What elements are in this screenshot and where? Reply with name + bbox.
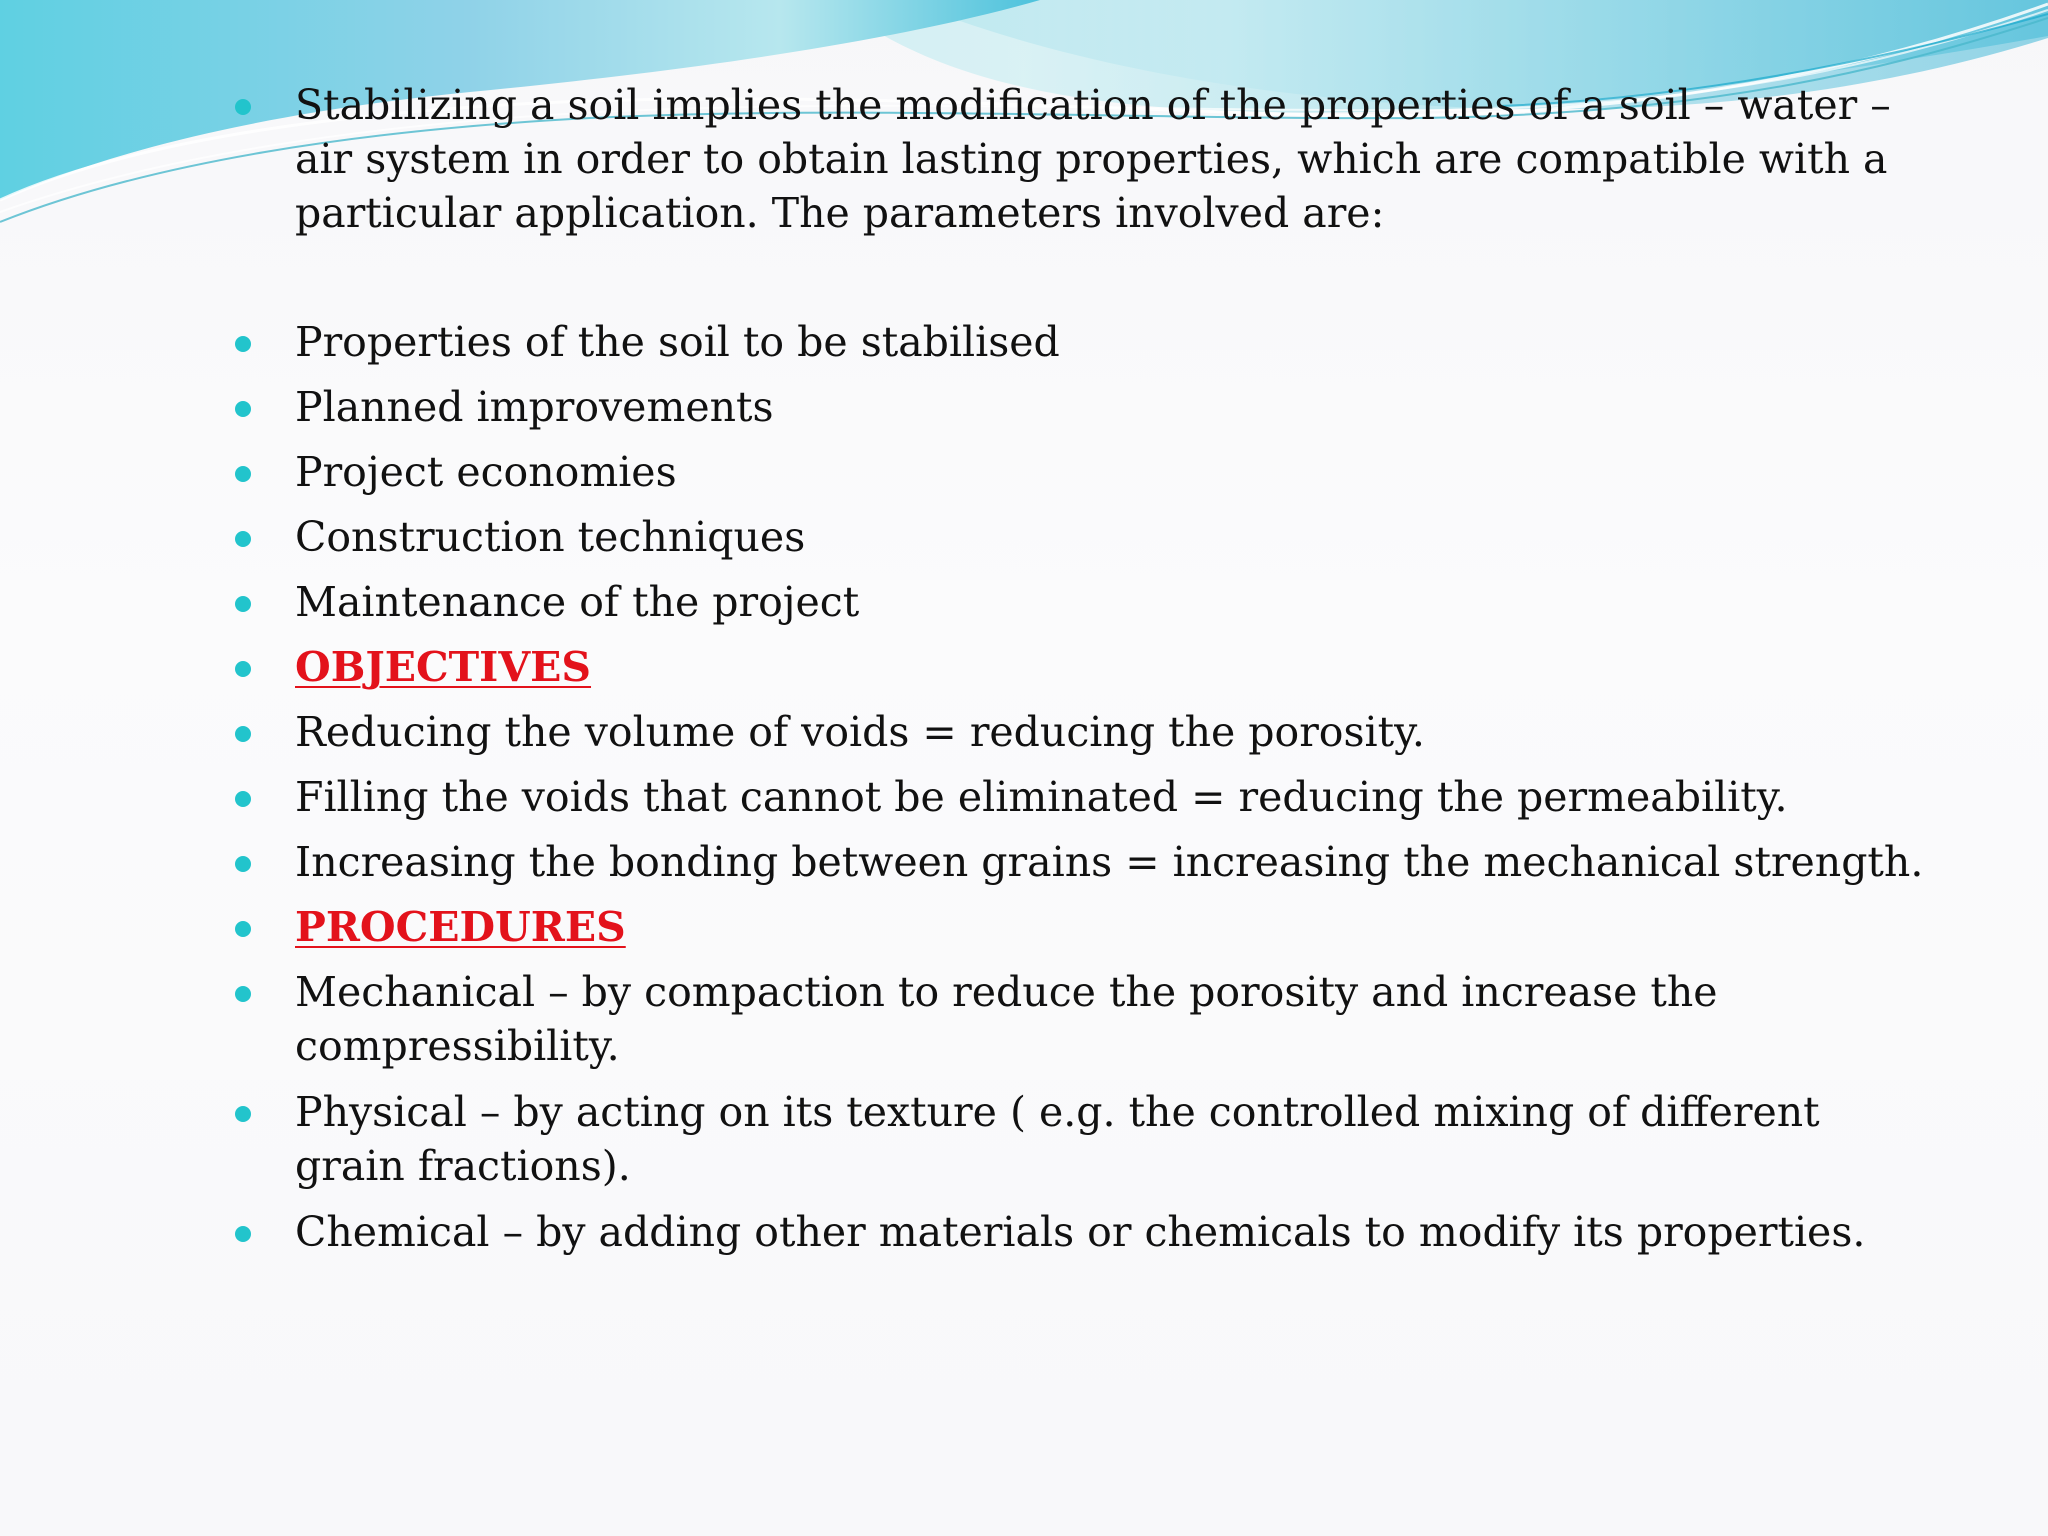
list-item-text: Planned improvements (295, 383, 774, 431)
list-item-text: Construction techniques (295, 513, 806, 561)
list-item (232, 1085, 1932, 1193)
bullet-dot-icon (235, 1106, 251, 1122)
bullet-dot-icon (235, 336, 251, 352)
list-item (232, 640, 1932, 694)
bullet-dot-icon (235, 99, 251, 115)
bullet-dot-icon (235, 921, 251, 937)
bullet-dot-icon (235, 661, 251, 677)
list-item (232, 315, 1932, 369)
bullet-dot-icon (235, 531, 251, 547)
bullet-dot-icon (235, 856, 251, 872)
list-item-text: Properties of the soil to be stabilised (295, 318, 1060, 366)
list-item (232, 510, 1932, 564)
list-item (232, 900, 1932, 954)
list-item-text: Reducing the volume of voids = reducing the porosity. (295, 708, 1425, 756)
bullet-dot-icon (235, 791, 251, 807)
list-item (232, 835, 1932, 889)
list-item-text: Filling the voids that cannot be eliminated = reducing the permeability. (295, 773, 1788, 821)
list-item (232, 705, 1932, 759)
list-item (232, 965, 1932, 1073)
list-item-text: Chemical – by adding other materials or chemicals to modify its properties. (295, 1208, 1866, 1256)
bullet-dot-icon (235, 401, 251, 417)
list-item-text: Project economies (295, 448, 677, 496)
list-item-text: Physical – by acting on its texture ( e.g. the controlled mixing of different grain fractions). (295, 1088, 1820, 1190)
list-item (232, 770, 1932, 824)
list-item (232, 1205, 1932, 1259)
list-item (232, 575, 1932, 629)
bullet-dot-icon (235, 596, 251, 612)
list-item-text: Maintenance of the project (295, 578, 860, 626)
list-item (232, 445, 1932, 499)
bullet-dot-icon (235, 726, 251, 742)
bullet-list (232, 78, 1932, 1270)
list-item (232, 78, 1932, 240)
procedures-heading: PROCEDURES (295, 903, 626, 951)
bullet-dot-icon (235, 466, 251, 482)
bullet-dot-icon (235, 1226, 251, 1242)
bullet-dot-icon (235, 986, 251, 1002)
list-item-text: Increasing the bonding between grains = increasing the mechanical strength. (295, 838, 1924, 886)
objectives-heading: OBJECTIVES (295, 643, 592, 691)
list-item-text: Mechanical – by compaction to reduce the porosity and increase the compressibility. (295, 968, 1718, 1070)
list-item (232, 380, 1932, 434)
list-item-text: Stabilizing a soil implies the modification of the properties of a soil – water – air system in order to obtain lasting properties, which are compatible with a particular application. The parameters involved are: (295, 81, 1891, 237)
